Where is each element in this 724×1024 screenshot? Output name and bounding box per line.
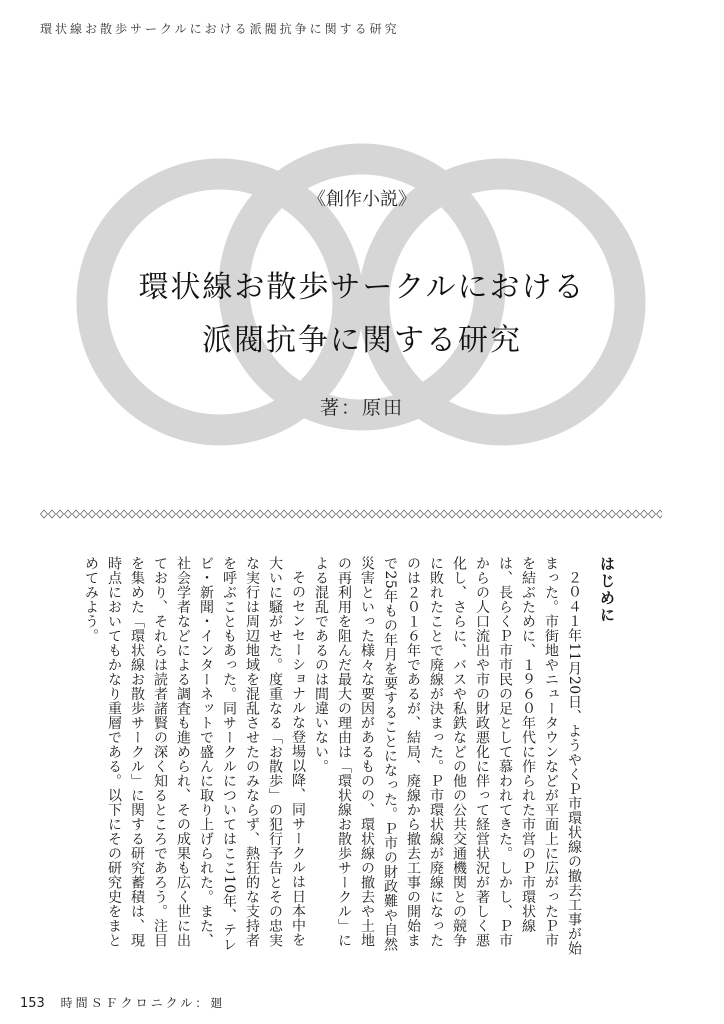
running-header: 環状線お散歩サークルにおける派閥抗争に関する研究 [40,22,400,36]
page-footer [20,994,225,1011]
author-byline: 著：原田 [319,397,404,419]
paragraph: ２０４１年11月20日、ようやくＰ市環状線の撤去工事が始まった。市街地やニュータウンなどが平面上に広がったＰ市を結ぶために、１９６０年代に作られた市営のＰ市環状線は、長らくＰ市市民の足として慕われてきた。しかし、Ｐ市からの人口流出や市の財政悪化に伴って経営状況が著しく悪化し、さらに、バスや私鉄などの他の公共交通機関との競争に敗れたことで廃線が決まった。Ｐ市環状線が廃線になったのは２０１６年であるが、結局、廃線から撤去工事の開始まで25年もの年月を要することになった。Ｐ市の財政難や自然災害といった様々な要因があるものの、環状線の撤去や土地の再利用を阻んだ最大の理由は「環状線お散歩サークル」による混乱であるのは間違いない。 [313,556,582,956]
article-body [83,556,618,956]
title-line-1: 環状線お散歩サークルにおける [138,270,586,305]
title-line-2: 派閥抗争に関する研究 [202,323,522,358]
genre-label: 《創作小説》 [308,189,416,210]
paragraph: そのセンセーショナルな登場以降、同サークルは日本中を大いに騒がせた。度重なる「お散歩」の犯行予告とその忠実な実行は周辺地域を混乱させたのみならず、熱狂的な支持者を呼ぶこともあった。同サークルについてはここ10年、テレビ・新聞・インターネットで盛んに取り上げられた。また、社会学者などによる調査も進められ、その成果も広く世に出ており、それらは読者諸賢の深く知るところであろう。注目を集めた「環状線お散歩サークル」に関する研究蓄積は、現時点においてもかなり重層である。以下にその研究史をまとめてみよう。 [83,556,306,952]
diamond-divider [40,509,662,519]
page-number: 153 [20,996,45,1011]
section-heading: はじめに [598,556,616,624]
magazine-name: 時間ＳＦクロニクル：廻 [60,996,226,1010]
